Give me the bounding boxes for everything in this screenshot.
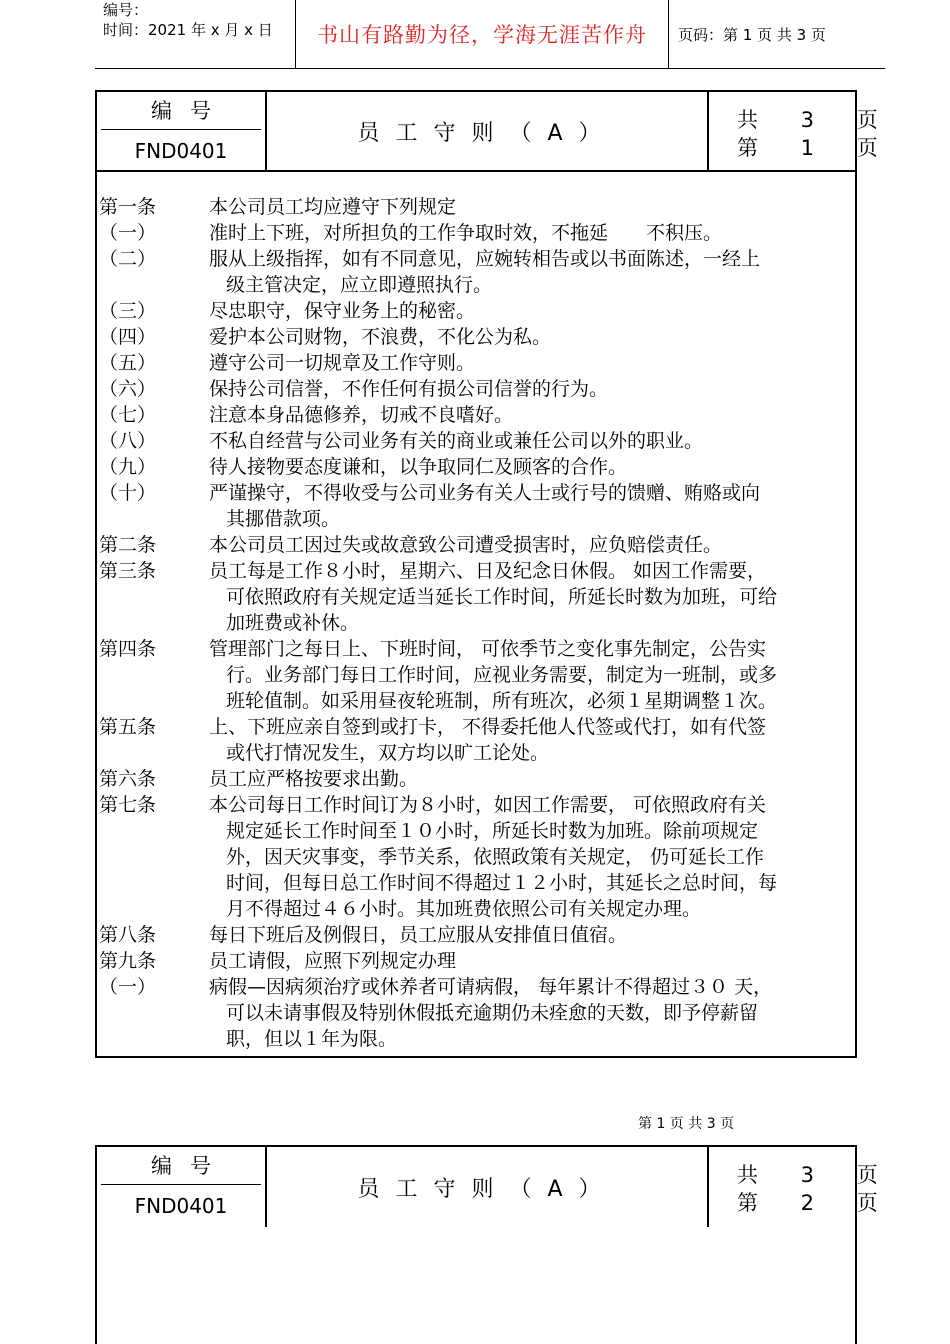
rule-entry xyxy=(97,428,855,454)
rule-text-line: 不私自经营与公司业务有关的商业或兼任公司以外的职业。 xyxy=(209,430,704,452)
page-2-content-frame xyxy=(95,1226,857,1344)
rule-text xyxy=(209,974,855,1052)
form-code-cell xyxy=(97,1147,267,1227)
rule-entry xyxy=(97,714,855,766)
rule-number: （一） xyxy=(99,976,157,998)
form-title: 员工守则（A） xyxy=(267,1147,709,1227)
rule-text xyxy=(209,480,855,532)
rule-entry xyxy=(97,454,855,480)
form-total-pages: 共 3 页 xyxy=(737,1163,896,1187)
rule-number: （七） xyxy=(99,404,157,426)
rule-number: 第四条 xyxy=(99,638,157,660)
rule-number: 第七条 xyxy=(99,794,157,816)
top-header-meta xyxy=(95,0,296,68)
page-footer: 第 1 页 共 3 页 xyxy=(638,1116,735,1132)
rule-text-line: 注意本身品德修养，切戒不良嗜好。 xyxy=(209,404,514,426)
rule-text-line: 遵守公司一切规章及工作守则。 xyxy=(209,352,476,374)
rule-text xyxy=(209,636,855,714)
rule-text xyxy=(209,948,855,974)
rule-text-line: 可以未请事假及特别休假抵充逾期仍未痊愈的天数，即予停薪留 xyxy=(226,1002,759,1024)
rule-text-line: 或代打情况发生，双方均以旷工论处。 xyxy=(226,742,550,764)
rule-text xyxy=(209,298,855,324)
form-code-value: FND0401 xyxy=(134,1194,228,1218)
form-total-pages: 共 3 页 xyxy=(737,108,896,132)
rule-number: 第六条 xyxy=(99,768,157,790)
rule-text-line: 尽忠职守，保守业务上的秘密。 xyxy=(209,300,476,322)
rule-text xyxy=(209,454,855,480)
rule-text xyxy=(209,402,855,428)
rule-text xyxy=(209,922,855,948)
rule-entry xyxy=(97,636,855,714)
motto: 书山有路勤为径，学海无涯苦作舟 xyxy=(296,0,669,68)
form-code-label: 编号 xyxy=(151,1154,229,1178)
rule-number: 第三条 xyxy=(99,560,157,582)
rule-number: （九） xyxy=(99,456,157,478)
form-header-page-2 xyxy=(95,1145,896,1227)
rule-text-line: 上、下班应亲自签到或打卡， 不得委托他人代签或代打，如有代签 xyxy=(209,716,767,738)
rule-entry xyxy=(97,922,855,948)
rule-number: （三） xyxy=(99,300,157,322)
time-label: 时间：2021 年 x 月 x 日 xyxy=(103,21,273,39)
rule-text-line: 时间，但每日总工作时间不得超过１２小时，其延长之总时间，每 xyxy=(226,872,778,894)
rule-entry xyxy=(97,766,855,792)
rule-text xyxy=(209,324,855,350)
form-page-cell xyxy=(709,1147,896,1227)
rule-text xyxy=(209,532,855,558)
rule-number: （一） xyxy=(99,222,157,244)
rule-text xyxy=(209,376,855,402)
rule-number: （六） xyxy=(99,378,157,400)
rule-text xyxy=(209,194,855,220)
rule-text-line: 待人接物要态度谦和，以争取同仁及顾客的合作。 xyxy=(209,456,628,478)
rule-text xyxy=(209,714,855,766)
form-title: 员工守则（A） xyxy=(267,92,709,170)
rule-entry xyxy=(97,402,855,428)
rule-text-line: 职，但以１年为限。 xyxy=(226,1028,398,1050)
rule-number: 第一条 xyxy=(99,196,157,218)
rule-text xyxy=(209,558,855,636)
rule-entry xyxy=(97,532,855,558)
rule-entry xyxy=(97,974,855,1052)
form-code-value: FND0401 xyxy=(134,139,228,163)
rule-entry xyxy=(97,376,855,402)
rule-text-line: 级主管决定，应立即遵照执行。 xyxy=(226,274,493,296)
rule-entry xyxy=(97,194,855,220)
top-page-info: 页码：第 1 页 共 3 页 xyxy=(678,25,826,44)
form-page-cell xyxy=(709,92,896,170)
rule-text-line: 本公司每日工作时间订为８小时，如因工作需要， 可依照政府有关 xyxy=(209,794,767,816)
form-code-label: 编号 xyxy=(151,99,229,123)
rule-text-line: 规定延长工作时间至１０小时，所延长时数为加班。除前项规定 xyxy=(226,820,759,842)
rule-entry xyxy=(97,298,855,324)
rule-text-line: 员工请假，应照下列规定办理 xyxy=(209,950,457,972)
rule-text-line: 服从上级指挥，如有不同意见，应婉转相告或以书面陈述，一经上 xyxy=(209,248,761,270)
rule-text-line: 班轮值制。如采用昼夜轮班制，所有班次，必须１星期调整１次。 xyxy=(226,690,778,712)
rule-number: 第二条 xyxy=(99,534,157,556)
rule-entry xyxy=(97,220,855,246)
code-label: 编号： xyxy=(103,1,149,19)
form-header-page-1 xyxy=(95,90,896,172)
rule-entry xyxy=(97,558,855,636)
rule-text-line: 可依照政府有关规定适当延长工作时间，所延长时数为加班，可给 xyxy=(226,586,778,608)
rule-text-line: 其挪借款项。 xyxy=(226,508,341,530)
rule-number: （十） xyxy=(99,482,157,504)
rule-text-line: 病假—因病须治疗或休养者可请病假， 每年累计不得超过３０ 天， xyxy=(209,976,773,998)
rule-number: 第八条 xyxy=(99,924,157,946)
rule-text-line: 严谨操守，不得收受与公司业务有关人士或行号的馈赠、贿赂或向 xyxy=(209,482,761,504)
rule-text-line: 保持公司信誉，不作任何有损公司信誉的行为。 xyxy=(209,378,609,400)
rule-text xyxy=(209,792,855,922)
rule-text-line: 行。业务部门每日工作时间，应视业务需要，制定为一班制，或多 xyxy=(226,664,778,686)
form-code-divider xyxy=(101,1184,261,1185)
rule-entry xyxy=(97,324,855,350)
rules-content-box xyxy=(95,170,857,1058)
rule-text-line: 外，因天灾事变，季节关系，依照政策有关规定， 仍可延长工作 xyxy=(226,846,765,868)
rule-entry xyxy=(97,792,855,922)
rule-entry xyxy=(97,350,855,376)
rule-text xyxy=(209,220,855,246)
rule-text-line: 准时上下班，对所担负的工作争取时效，不拖延 不积压。 xyxy=(209,222,723,244)
document-top-header xyxy=(95,0,885,69)
rule-entry xyxy=(97,948,855,974)
rule-number: 第五条 xyxy=(99,716,157,738)
rule-text-line: 每日下班后及例假日，员工应服从安排值日值宿。 xyxy=(209,924,628,946)
rule-number: （四） xyxy=(99,326,157,348)
rule-entry xyxy=(97,480,855,532)
rule-text xyxy=(209,766,855,792)
rule-number: 第九条 xyxy=(99,950,157,972)
form-code-cell xyxy=(97,92,267,170)
rule-entry xyxy=(97,246,855,298)
rule-text-line: 本公司员工因过失或故意致公司遭受损害时，应负赔偿责任。 xyxy=(209,534,723,556)
rule-text-line: 本公司员工均应遵守下列规定 xyxy=(209,196,457,218)
rule-text-line: 员工每是工作８小时，星期六、日及纪念日休假。 如因工作需要， xyxy=(209,560,767,582)
rule-text xyxy=(209,428,855,454)
rule-text xyxy=(209,246,855,298)
rule-text xyxy=(209,350,855,376)
rule-number: （二） xyxy=(99,248,157,270)
form-current-page: 第 1 页 xyxy=(737,136,896,160)
rule-number: （五） xyxy=(99,352,157,374)
rule-number: （八） xyxy=(99,430,157,452)
rule-text-line: 管理部门之每日上、下班时间， 可依季节之变化事先制定，公告实 xyxy=(209,638,767,660)
rule-text-line: 加班费或补休。 xyxy=(226,612,360,634)
rule-text-line: 爱护本公司财物，不浪费，不化公为私。 xyxy=(209,326,552,348)
rule-list xyxy=(97,194,855,1052)
form-current-page: 第 2 页 xyxy=(737,1191,896,1215)
rule-text-line: 员工应严格按要求出勤。 xyxy=(209,768,419,790)
form-code-divider xyxy=(101,129,261,130)
rule-text-line: 月不得超过４６小时。其加班费依照公司有关规定办理。 xyxy=(226,898,702,920)
